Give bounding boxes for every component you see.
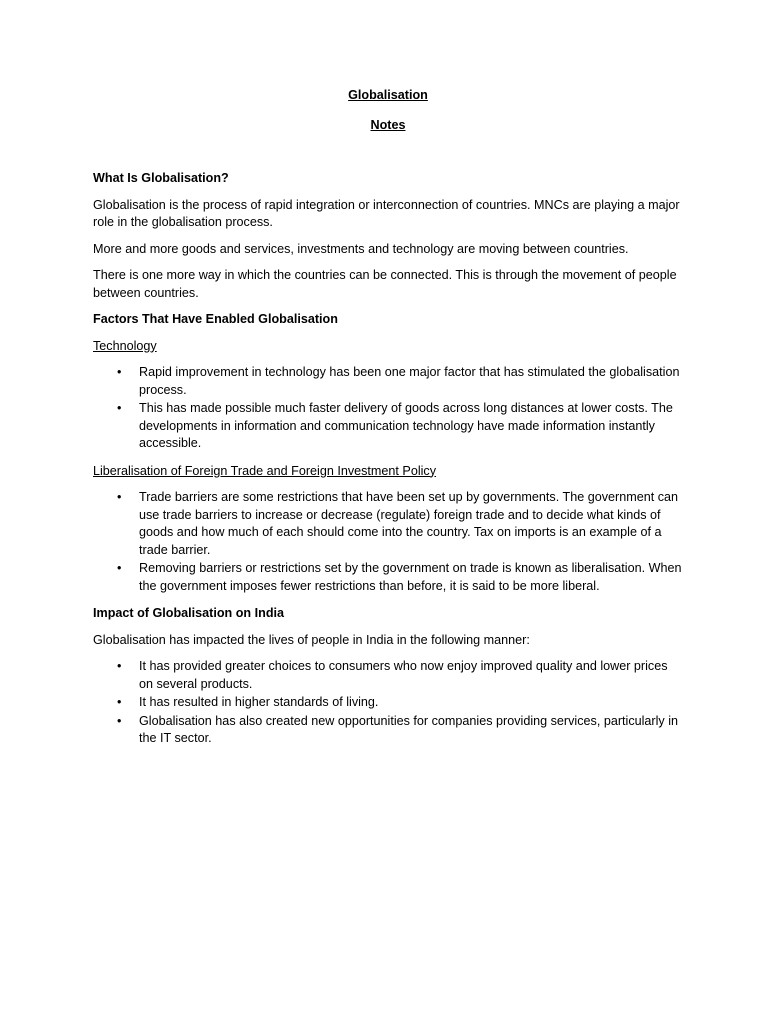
list-item-text: Globalisation has also created new opportunities for companies providing services, particularly in the IT sector.	[139, 713, 679, 745]
list-item	[117, 489, 683, 559]
document-body	[93, 87, 683, 758]
bullet-icon: •	[117, 490, 122, 504]
paragraph: There is one more way in which the countries can be connected. This is through the movement of people between countries.	[93, 268, 677, 300]
subheading-technology: Technology	[93, 338, 157, 353]
list-item	[117, 560, 683, 595]
list-item-text: It has provided greater choices to consumers who now enjoy improved quality and lower prices on several products.	[139, 659, 668, 691]
list-item-text: Removing barriers or restrictions set by the government on trade is known as liberalisation. When the government imposes fewer restrictions than before, it is said to be more liberal.	[139, 561, 682, 593]
list-item-text: Trade barriers are some restrictions that have been set up by governments. The government can use trade barriers to increase or decrease (regulate) foreign trade and to decide what kinds of goods and how much of each should come into the country. Tax on imports is an example of a trade barrier.	[139, 490, 679, 557]
paragraph: Globalisation has impacted the lives of people in India in the following manner:	[93, 632, 530, 647]
section-heading-factors: Factors That Have Enabled Globalisation	[93, 312, 338, 326]
bullet-icon: •	[117, 659, 122, 673]
list-item	[117, 400, 683, 453]
bullet-list-impact	[93, 658, 683, 748]
subheading-liberalisation: Liberalisation of Foreign Trade and Foreign Investment Policy	[93, 463, 437, 478]
bullet-list-liberalisation	[93, 489, 683, 595]
bullet-list-technology	[93, 364, 683, 453]
paragraph: More and more goods and services, investments and technology are moving between countries.	[93, 241, 629, 256]
list-item	[117, 364, 683, 399]
bullet-icon: •	[117, 365, 122, 379]
list-item	[117, 713, 683, 748]
section-heading-what-is: What Is Globalisation?	[93, 171, 229, 185]
bullet-icon: •	[117, 561, 122, 575]
paragraph: Globalisation is the process of rapid integration or interconnection of countries. MNCs are playing a major role in the globalisation process.	[93, 197, 680, 229]
bullet-icon: •	[117, 695, 122, 709]
bullet-icon: •	[117, 713, 122, 728]
list-item-text: This has made possible much faster delivery of goods across long distances at lower costs. The developments in information and communication technology have made information instantly accessible.	[139, 401, 673, 450]
list-item-text: It has resulted in higher standards of living.	[139, 695, 379, 709]
list-item	[117, 694, 683, 712]
list-item-text: Rapid improvement in technology has been one major factor that has stimulated the globalisation process.	[139, 365, 680, 397]
bullet-icon: •	[117, 401, 122, 415]
document-title: Globalisation	[348, 88, 428, 102]
document-subtitle: Notes	[370, 117, 406, 132]
section-heading-impact: Impact of Globalisation on India	[93, 606, 285, 620]
list-item	[117, 658, 683, 693]
